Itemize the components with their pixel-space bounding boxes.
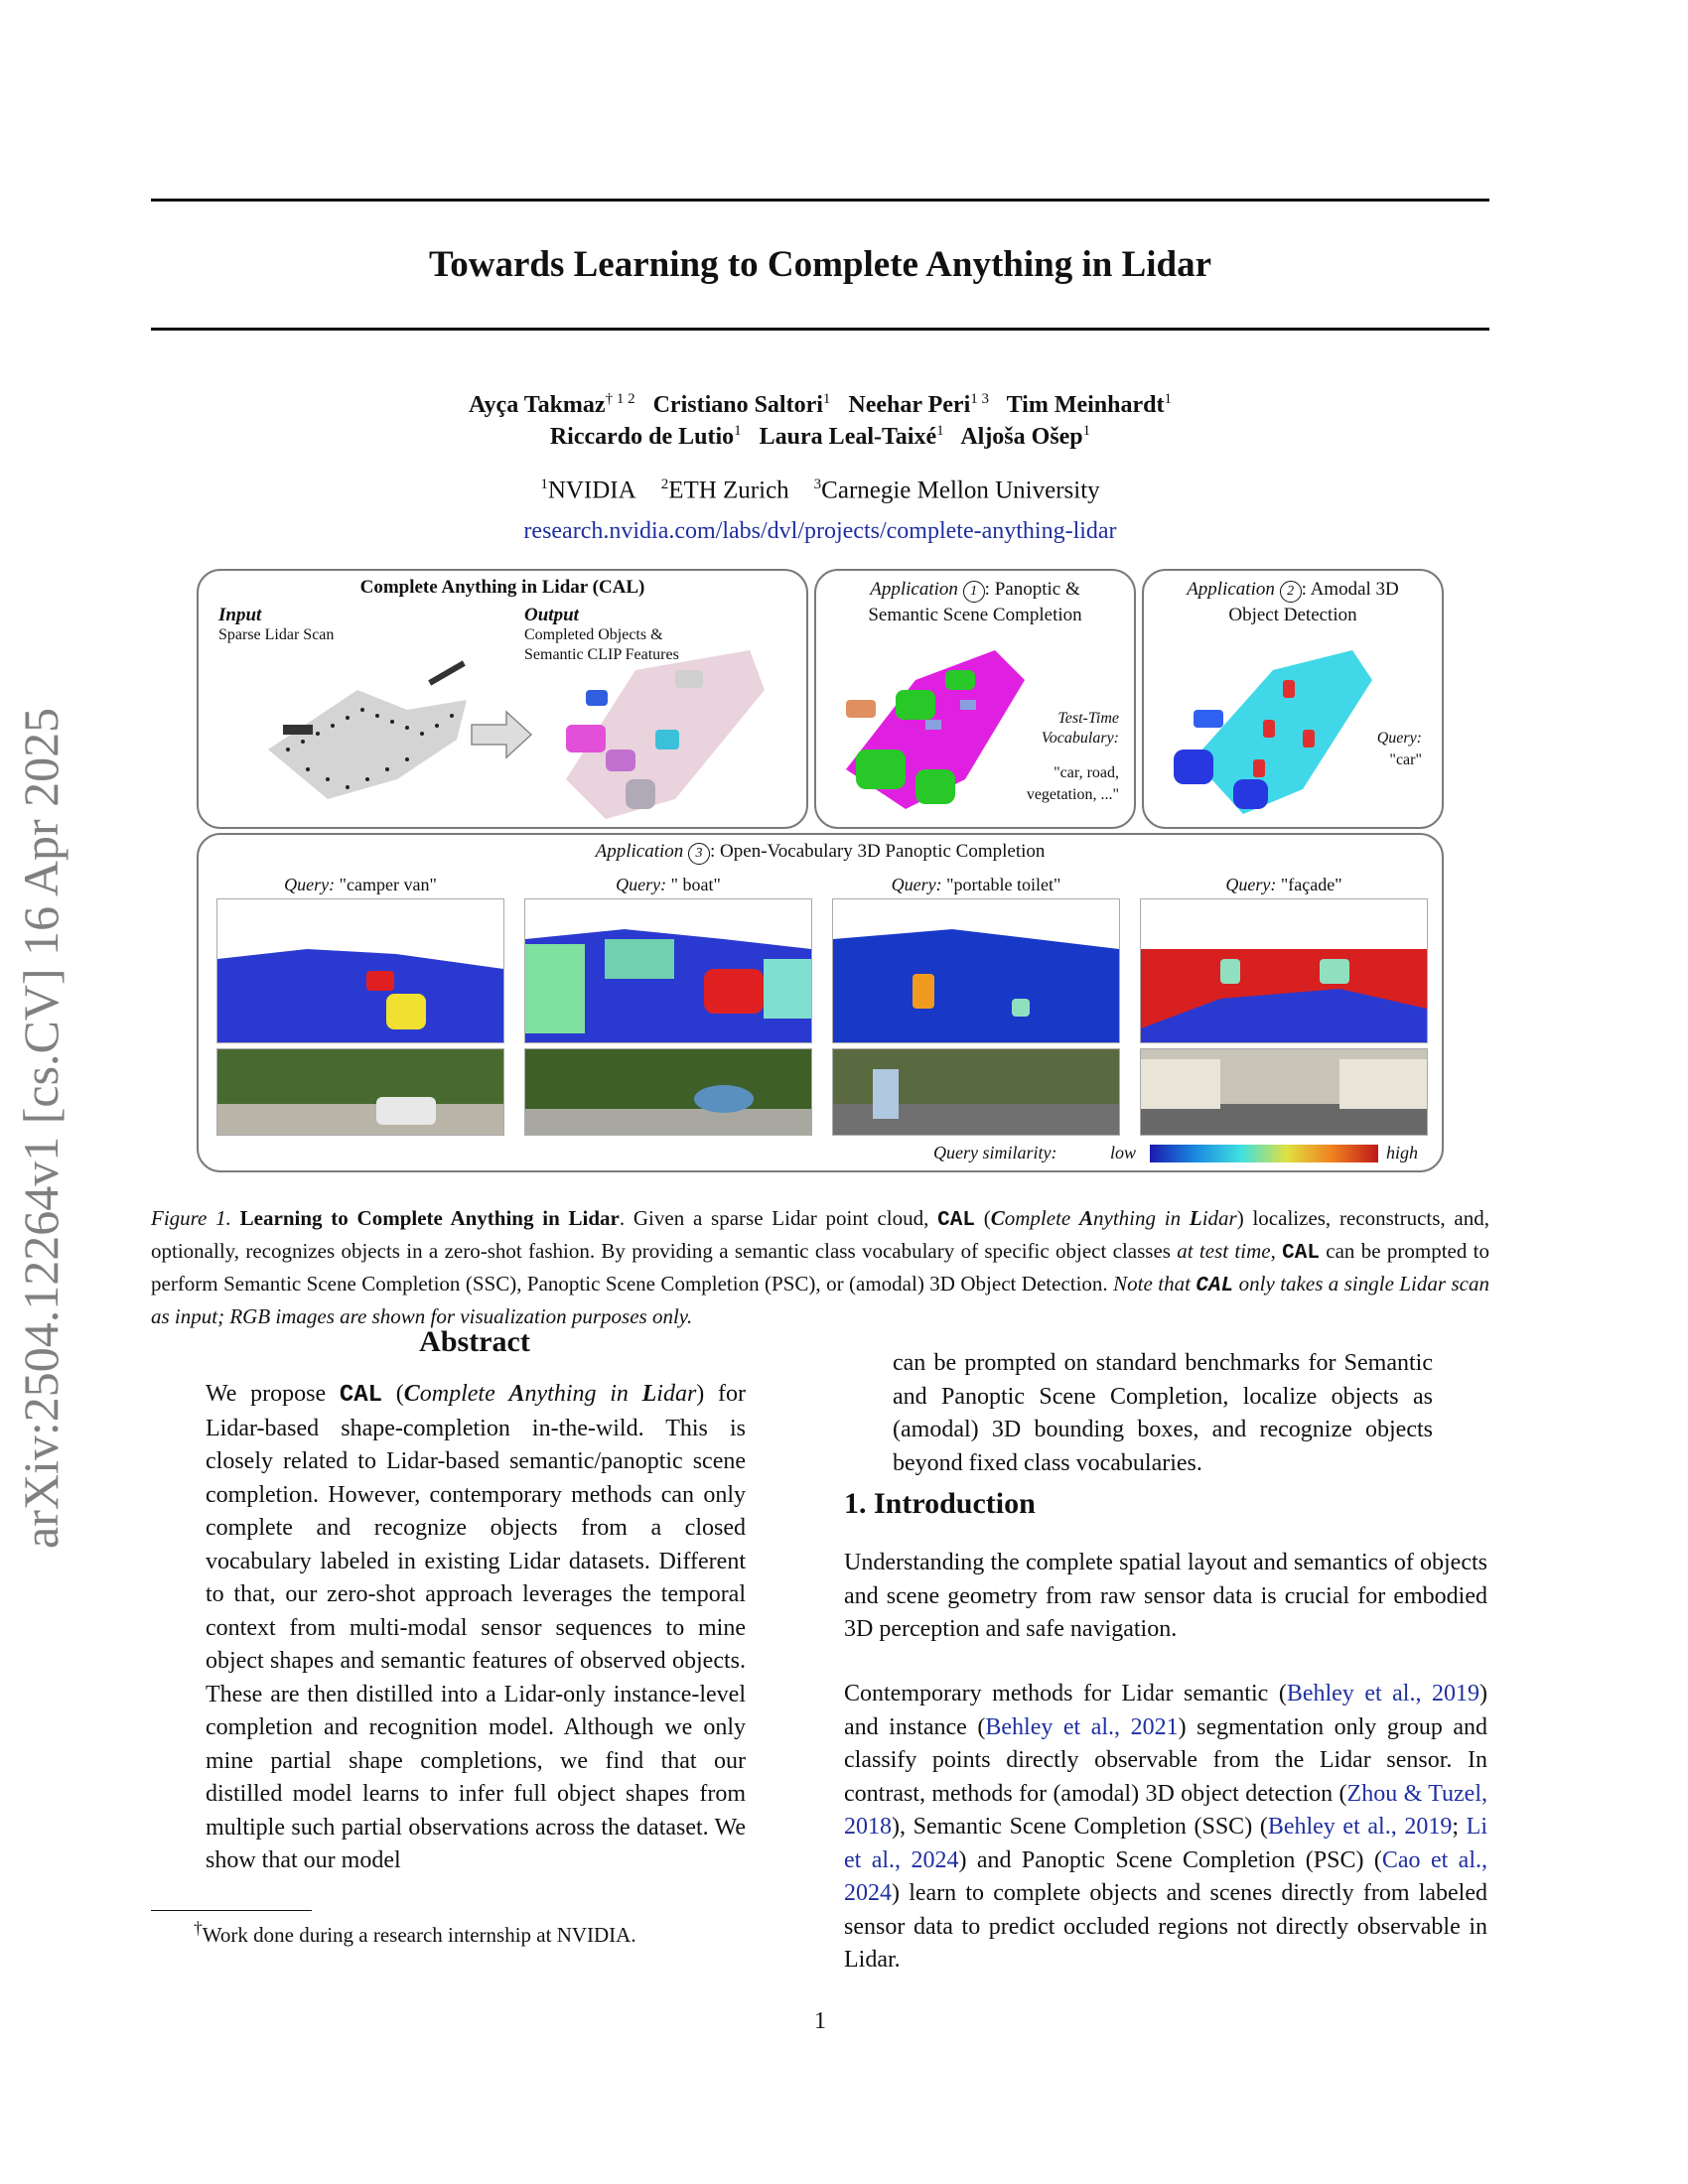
footnote: †Work done during a research internship at NVIDIA.	[194, 1918, 636, 1947]
citation-link[interactable]: Behley et al., 2021	[985, 1713, 1179, 1740]
author-name: Aljoša Ošep	[960, 424, 1083, 450]
boat-similarity-map	[524, 898, 812, 1043]
colorbar-low-label: low	[1110, 1143, 1137, 1162]
output-label: Output	[524, 605, 579, 625]
app3-title: Application 3 : Open-Vocabulary 3D Panoptic Completion	[199, 841, 1442, 865]
author-name: Ayça Takmaz	[469, 392, 606, 418]
paper-title: Towards Learning to Complete Anything in Lidar	[428, 244, 1212, 285]
author-name: Tim Meinhardt	[1006, 392, 1165, 418]
query-similarity-label: Query similarity:	[933, 1143, 1057, 1162]
top-rule	[151, 199, 1489, 202]
citation-link[interactable]: Cao et al., 2024	[844, 1846, 1487, 1906]
citation-link[interactable]: Behley et al., 2019	[1267, 1814, 1453, 1840]
camper-van-similarity-map	[216, 898, 504, 1043]
facade-rgb-image	[1140, 1048, 1428, 1136]
footnote-rule	[151, 1910, 312, 1911]
app3-panel	[197, 833, 1444, 1172]
cal-panel-title: Complete Anything in Lidar (CAL)	[359, 577, 645, 598]
app2-detection-illustration	[1154, 630, 1432, 819]
citation-link[interactable]: Li et al., 2024	[844, 1814, 1487, 1873]
query-label-portable-toilet: Query: "portable toilet"	[891, 875, 1061, 894]
title-bottom-rule	[151, 328, 1489, 331]
vocab-label-2: Vocabulary:	[1041, 730, 1119, 747]
vocab-label-1: Test-Time	[1057, 710, 1119, 727]
authors-line-1: Ayça Takmaz$^{\dagger 1 2}$ Cristiano Saltori$^1$ Neehar Peri$^{1 3}$ Tim Meinhardt$^1$	[469, 391, 1172, 418]
query-label-facade: Query: "façade"	[1225, 875, 1342, 894]
app1-panel	[814, 569, 1136, 829]
arxiv-stamp: arXiv:2504.12264v1 [cs.CV] 16 Apr 2025	[13, 707, 69, 1549]
citation-link[interactable]: Behley et al., 2019	[1286, 1681, 1479, 1706]
similarity-colorbar	[1150, 1145, 1378, 1162]
facade-similarity-map	[1140, 898, 1428, 1043]
vocab-text-2: vegetation, ..."	[1026, 786, 1119, 803]
app1-title: Application 1 : Panoptic & Semantic Scene Completion	[868, 579, 1082, 625]
author-name: Laura Leal-Taixé	[759, 424, 937, 450]
app2-title: Application 2 : Amodal 3D Object Detection	[1187, 579, 1399, 625]
sparse-lidar-scan	[268, 660, 467, 799]
author-name: Riccardo de Lutio	[549, 424, 735, 450]
author-name: Cristiano Saltori	[652, 392, 823, 418]
app2-query-text: "car"	[1389, 751, 1422, 768]
authors-line-2: Riccardo de Lutio$^1$ Laura Leal-Taixé$^1$ Aljoša Ošep$^1$	[549, 423, 1091, 450]
completed-output	[566, 650, 765, 819]
citation-link[interactable]: Zhou & Tuzel, 2018	[844, 1780, 1488, 1840]
colorbar-high-label: high	[1386, 1143, 1419, 1162]
abstract-text: We propose CAL (Complete Anything in Lidar) for Lidar-based shape-completion in-the-wild. This is closely related to Lidar-based semantic/panoptic scene completion. However, contemporary methods can only complete and recognize objects from a closed vocabulary labeled in existing Lidar datasets. Different to that, our zero-shot approach leverages the temporal context from multi-modal sensor sequences to mine object shapes and semantic features of observed objects. These are then distilled into a Lidar-only instance-level completion and recognition model. Although we only mine partial shape completions, we find that our distilled model learns to infer full object shapes from multiple such partial observations across the dataset. We show that our model	[206, 1381, 746, 1873]
abstract-heading: Abstract	[419, 1325, 530, 1358]
figure-caption: Figure 1. Learning to Complete Anything in Lidar. Given a sparse Lidar point cloud, CAL (Complete Anything in Lidar) localizes, reconstructs, and, optionally, recognizes objects in a zero-shot fashion. By providing a semantic class vocabulary of specific object classes at test time, CAL can be prompted to perform Semantic Scene Completion (SSC), Panoptic Scene Completion (PSC), or (amodal) 3D Object Detection. Note that CAL only takes a single Lidar scan as input; RGB images are shown for visualization purposes only.	[151, 1206, 1490, 1328]
cal-main-panel	[197, 569, 808, 829]
query-label-camper-van: Query: "camper van"	[284, 875, 437, 894]
input-sublabel: Sparse Lidar Scan	[218, 626, 335, 643]
boat-rgb-image	[524, 1048, 812, 1136]
portable-toilet-similarity-map	[832, 898, 1120, 1043]
introduction-heading: 1. Introduction	[844, 1487, 1036, 1520]
arrow-icon	[472, 712, 531, 757]
output-sublabel-1: Completed Objects &	[524, 626, 663, 643]
portable-toilet-rgb-image	[832, 1048, 1120, 1136]
author-name: Neehar Peri	[848, 392, 971, 418]
vocab-text-1: "car, road,	[1054, 764, 1119, 781]
affiliations: $^1$NVIDIA $^2$ETH Zurich $^3$Carnegie Mellon University	[540, 477, 1100, 504]
app2-panel	[1142, 569, 1444, 829]
output-sublabel-2: Semantic CLIP Features	[524, 646, 679, 663]
query-label-boat: Query: " boat"	[616, 875, 721, 894]
app2-query-label: Query:	[1376, 730, 1422, 747]
camper-van-rgb-image	[216, 1048, 504, 1136]
input-label: Input	[218, 605, 262, 625]
intro-paragraph-2: Contemporary methods for Lidar semantic (Behley et al., 2019) and instance (Behley et al., 2021) segmentation only group and classify points directly observable from the Lidar sensor. In contrast, methods for (amodal) 3D object detection (Zhou & Tuzel, 2018), Semantic Scene Completion (SSC) (Behley et al., 2019; Li et al., 2024) and Panoptic Scene Completion (PSC) (Cao et al., 2024) learn to complete objects and scenes directly from labeled sensor data to predict occluded regions not directly observable in Lidar.	[844, 1681, 1488, 1973]
cal-illustration	[209, 630, 794, 819]
abstract-continuation: can be prompted on standard benchmarks for Semantic and Panoptic Scene Completion, localize objects as (amodal) 3D bounding boxes, and recognize objects beyond fixed class vocabularies.	[893, 1350, 1433, 1476]
project-url-link[interactable]: research.nvidia.com/labs/dvl/projects/complete-anything-lidar	[523, 518, 1117, 544]
intro-paragraph-1: Understanding the complete spatial layout and semantics of objects and scene geometry from raw sensor data is crucial for embodied 3D perception and safe navigation.	[844, 1550, 1487, 1642]
page-number: 1	[814, 2008, 826, 2034]
